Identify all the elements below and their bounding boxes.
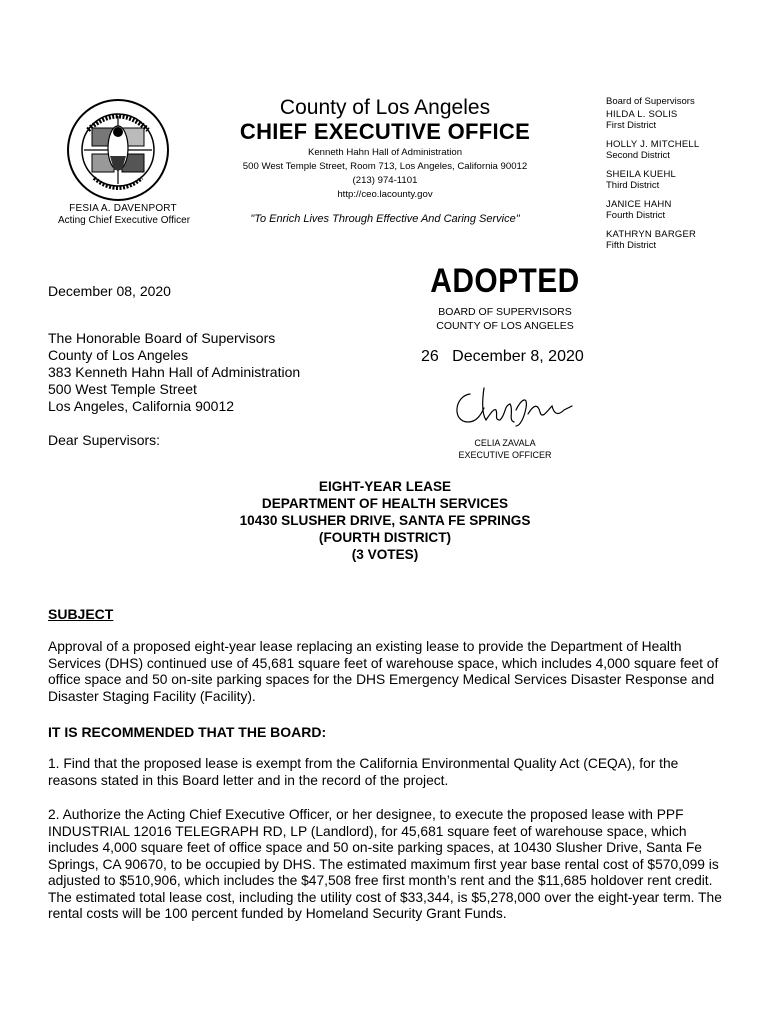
salutation: Dear Supervisors: [48,432,161,448]
board-member-district: First District [606,120,657,131]
addressee-line: 500 West Temple Street [48,381,197,397]
addressee-block [48,330,300,415]
board-member-name: HOLLY J. MITCHELL [606,139,700,150]
board-member-name: SHEILA KUEHL [606,169,676,180]
letter-date: December 08, 2020 [48,283,171,299]
county-seal [66,98,170,202]
lease-title-line: DEPARTMENT OF HEALTH SERVICES [261,496,509,511]
executive-name: FESIA A. DAVENPORT [69,203,177,214]
adopted-status: ADOPTED [430,262,580,300]
board-member-name: HILDA L. SOLIS [606,109,678,120]
clerk-name: CELIA ZAVALA [474,438,536,448]
addressee-line: County of Los Angeles [48,347,189,363]
board-member-district: Second District [606,150,670,161]
stamp-board-line: BOARD OF SUPERVISORS [438,306,572,318]
executive-title: Acting Chief Executive Officer [57,215,191,226]
motto: "To Enrich Lives Through Effective And Caring Service" [250,213,520,225]
lease-title-line: (FOURTH DISTRICT) [318,530,452,545]
item-date: December 8, 2020 [452,348,584,365]
address-line-1: Kenneth Hahn Hall of Administration [307,147,463,158]
lease-title-line: (3 VOTES) [351,547,419,562]
lease-title-block [170,478,600,563]
office-name: CHIEF EXECUTIVE OFFICE [239,119,531,144]
board-member-district: Fourth District [606,210,666,221]
board-header: Board of Supervisors [606,96,695,107]
county-seal-graphic [66,98,170,202]
website: http://ceo.lacounty.gov [337,189,433,200]
addressee-line: 383 Kenneth Hahn Hall of Administration [48,364,301,380]
clerk-title: EXECUTIVE OFFICER [458,450,552,460]
addressee-line: Los Angeles, California 90012 [48,398,235,414]
board-member-district: Third District [606,180,660,191]
stamp-item [400,348,610,366]
phone: (213) 974-1101 [352,175,418,186]
stamp-board-name [400,305,610,333]
recommendation-heading: IT IS RECOMMENDED THAT THE BOARD: [48,724,327,740]
adopted-stamp [400,262,610,366]
clerk-signature [448,380,578,432]
address-line-2: 500 West Temple Street, Room 713, Los Angeles, California 90012 [242,161,528,172]
addressee-line: The Honorable Board of Supervisors [48,330,276,346]
lease-title-line: 10430 SLUSHER DRIVE, SANTA FE SPRINGS [239,513,531,528]
stamp-clerk [430,437,580,461]
subject-heading: SUBJECT [48,606,114,622]
letterhead-address [215,146,555,202]
item-number: 26 [421,348,439,365]
recommendation-item: 1. Find that the proposed lease is exempt from the California Environmental Quality Act (CEQA), for the reasons stated in this Board letter and in the record of the project. [48,756,679,788]
board-member-name: JANICE HAHN [606,199,672,210]
signature-graphic [448,380,578,432]
board-member-district: Fifth District [606,240,657,251]
board-list [606,96,756,259]
lease-title-line: EIGHT-YEAR LEASE [318,479,452,494]
recommendation-item: 2. Authorize the Acting Chief Executive Officer, or her designee, to execute the proposed lease with PPF INDUSTRIAL 12016 TELEGRAPH RD, LP (Landlord), for 45,681 square feet of warehouse space, which includes 4,000 square feet of office space and 50 on-site parking spaces, at 10430 Slusher Drive, Santa Fe Springs, CA 90670, to be occupied by DHS. The estimated maximum first year base rental cost of $570,099 is adjusted to $510,906, which includes the $47,508 free first month’s rent and the $11,685 holdover rent credit. The estimated total lease cost, including the utility cost of $33,344, is $5,278,000 over the eight-year term. The rental costs will be 100 percent funded by Homeland Security Grant Funds. [48,807,722,921]
board-member-name: KATHRYN BARGER [606,229,697,240]
subject-paragraph: Approval of a proposed eight-year lease replacing an existing lease to provide the Department of Health Services (DHS) continued use of 45,681 square feet of warehouse space, which includes 4,000 square feet of office space and 50 on-site parking spaces for the DHS Emergency Medical Services Disaster Response and Disaster Staging Facility (Facility). [48,639,719,704]
stamp-board-line: COUNTY OF LOS ANGELES [436,320,574,332]
county-name: County of Los Angeles [279,96,491,119]
